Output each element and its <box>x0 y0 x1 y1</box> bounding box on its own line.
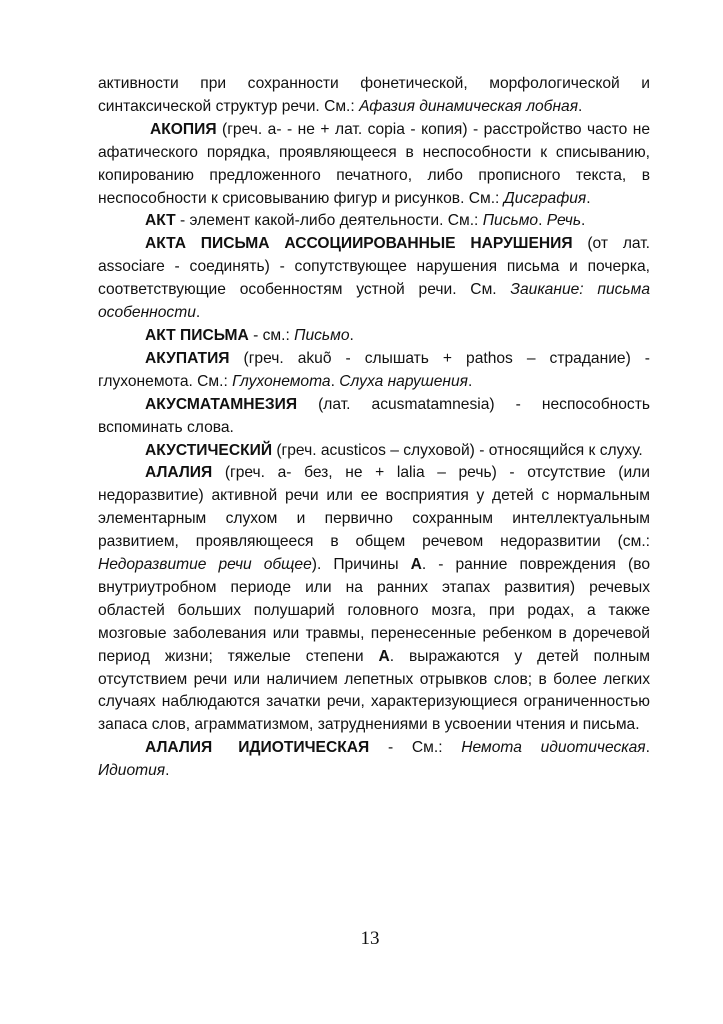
entry-akusticheskiy <box>98 440 650 463</box>
cross-reference: Идиотия <box>98 762 166 780</box>
entry-text: (лат. acusmatamnesia) - неспособность вспоминать слова. <box>98 395 650 436</box>
page-number: 13 <box>360 928 380 949</box>
entry-term: АЛАЛИЯ <box>145 464 213 482</box>
entry-text: - см.: <box>248 326 295 344</box>
entry-akt: АКТ - элемент какой-либо деятельности. См.: Письмо. Речь. <box>145 212 586 230</box>
cross-reference: Афазия динамическая лобная <box>359 97 579 115</box>
entry-term: АКОПИЯ <box>150 120 217 138</box>
entry-akupatiya: АКУПАТИЯ (греч. akuõ - слышать + pathos – страдание) - глухонемота. См.: Глухонемота. Слуха нарушения. <box>98 349 650 390</box>
entry-term: ИДИОТИЧЕСКАЯ <box>238 739 370 757</box>
entry-text: (греч. а- без, не + lalia – речь) - отсутствие (или недоразвитие) активной речи или ее восприятия у детей с нормальным элементарным слухом и первично сохранным интеллектуальным развитием, проявляющееся в общем речевом недоразвитии (см.: <box>98 464 650 551</box>
entry-term: АЛАЛИЯ <box>145 739 213 757</box>
entry-term: АКУСТИЧЕСКИЙ <box>145 441 273 459</box>
entry-akt-pisma: АКТ ПИСЬМА - см.: Письмо. <box>145 326 354 344</box>
entry-text: . - ранние повреждения (во внутриутробном периоде или на ранних этапах развития) речевых областей больших полушарий головного мозга, при родах, а также мозговые заболевания или травмы, перенесенные ребенком в доречевой период жизни; тяжелые степени <box>98 556 650 665</box>
entry-text: (греч. а- - не + лат. copia - копия) - расстройство часто не афатического порядка, проявляющееся в неспособности к списыванию, копированию предложенного печатного, либо прописного текста, в неспособности к срисовыванию фигур и рисунков. См.: <box>98 120 650 207</box>
cross-reference: Письмо <box>294 326 350 344</box>
entry-text: . выражаются у детей полным отсутствием речи или наличием лепетных отрывков слов; в более легких случаях наблюдаются зачатки речи, характеризующиеся ограниченностью запаса слов, аграмматизмом, затруднениями в усвоении чтения и письма. <box>98 647 651 734</box>
cross-reference: Немота идиотическая <box>461 739 646 757</box>
term-abbreviation: А <box>410 556 422 574</box>
entry-akta-pisma: АКТА ПИСЬМА АССОЦИИРОВАННЫЕ НАРУШЕНИЯ (от лат. associare - соединять) - сопутствующее нарушения письма и почерка, соответствующие особенностям устной речи. См. Заикание: письма особенности. <box>98 235 650 322</box>
entry-continuation: активности при сохранности фонетической, морфологической и синтаксической структур речи. См.: Афазия динамическая лобная. <box>98 75 650 115</box>
cross-reference: Недоразвитие речи общее <box>98 556 312 574</box>
entry-akusmatamneziya <box>98 394 650 440</box>
cross-reference: Речь <box>546 212 582 230</box>
entry-text: - элемент какой-либо деятельности. См.: <box>175 212 483 230</box>
cross-reference: Письмо <box>482 212 539 230</box>
entry-text: ). Причины <box>311 556 411 574</box>
cross-reference: Дисграфия <box>503 189 587 207</box>
term-abbreviation: А <box>378 647 390 665</box>
entry-term: АКУПАТИЯ <box>145 349 230 367</box>
cross-reference: Заикание: письма особенности <box>98 281 650 322</box>
entry-akopiya: АКОПИЯ (греч. а- - не + лат. copia - копия) - расстройство часто не афатического порядка, проявляющееся в неспособности к списыванию, копированию предложенного печатного, либо прописного текста, в неспособности к срисовыванию фигур и рисунков. См.: Дисграфия. <box>98 120 650 207</box>
entry-text: (греч. acusticos – слуховой) - относящийся к слуху. <box>272 441 643 459</box>
entry-text: активности при сохранности фонетической, морфологической и синтаксической структур речи. См.: <box>98 75 650 115</box>
dictionary-text <box>98 73 650 783</box>
entry-text: (греч. akuõ - слышать + pathos – страдание) - глухонемота. См.: <box>98 349 650 390</box>
entry-alaliya <box>98 462 650 737</box>
entry-alaliya-idioticheskaya: АЛАЛИЯ ИДИОТИЧЕСКАЯ - См.: Немота идиотическая. Идиотия. <box>98 739 650 780</box>
cross-reference: Глухонемота <box>232 372 331 390</box>
entry-term: АКТА ПИСЬМА АССОЦИИРОВАННЫЕ НАРУШЕНИЯ <box>145 235 573 253</box>
entry-term: АКТ ПИСЬМА <box>145 326 249 344</box>
entry-term: АКУСМАТАМНЕЗИЯ <box>145 395 298 413</box>
cross-reference: Слуха нарушения <box>339 372 468 390</box>
entry-term: АКТ <box>145 212 176 230</box>
entry-text: (от лат. associare - соединять) - сопутствующее нарушения письма и почерка, соответствующие особенностям устной речи. См. <box>98 235 650 299</box>
entry-text: - См.: <box>369 739 462 757</box>
